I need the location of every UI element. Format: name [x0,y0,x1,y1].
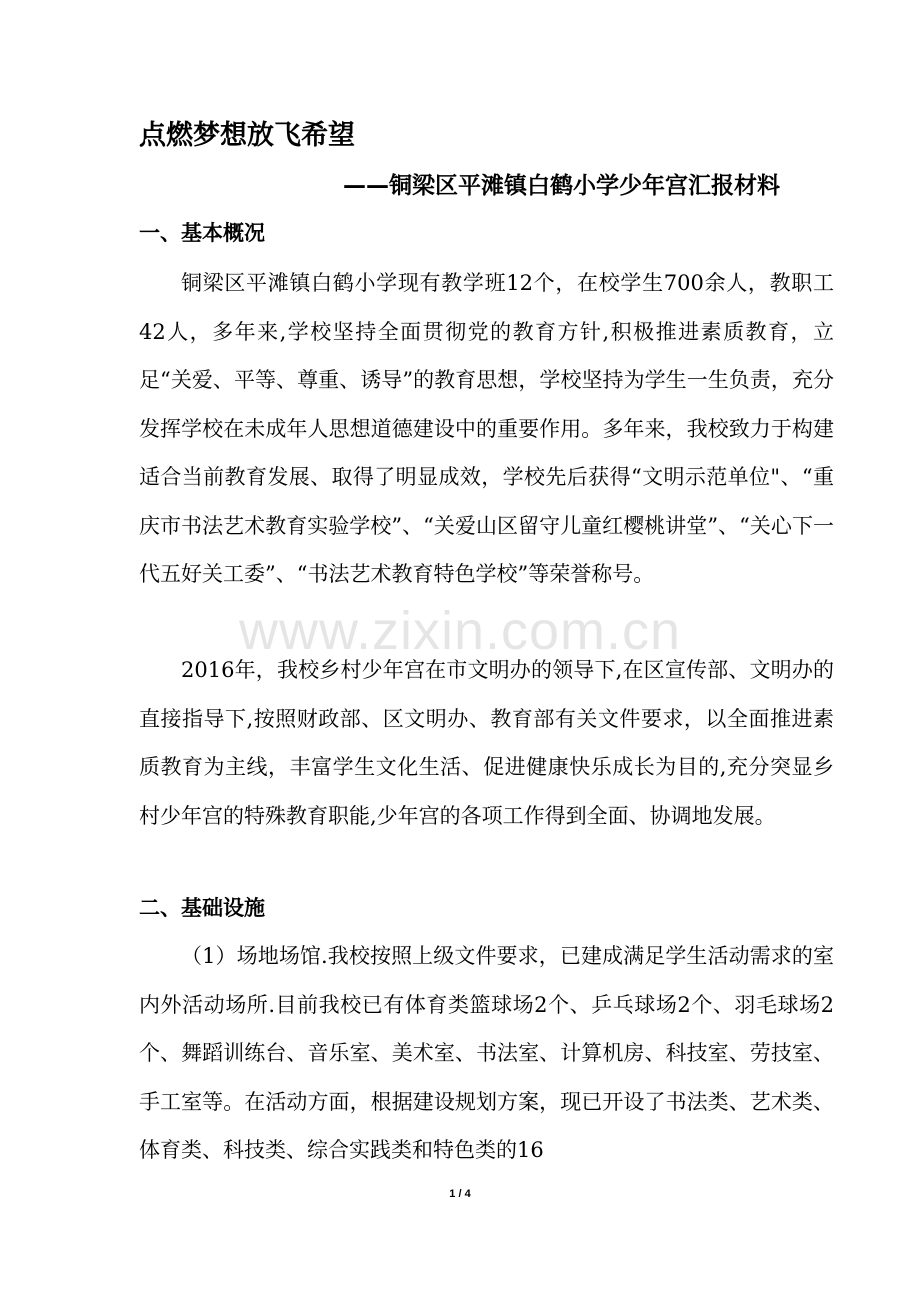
document-title: 点燃梦想放飞希望 [139,120,355,151]
section-heading-overview: 一、基本概况 [139,221,265,245]
paragraph-overview-1: 铜梁区平滩镇白鹤小学现有教学班12个，在校学生700余人，教职工42人，多年来,学校坚持全面贯彻党的教育方针,积极推进素质教育，立足“关爱、平等、尊重、诱导”的教育思想，学校坚持为学生一生负责，充分发挥学校在未成年人思想道德建设中的重要作用。多年来，我校致力于构建适合当前教育发展、取得了明显成效，学校先后获得“文明示范单位"、“重庆市书法艺术教育实验学校”、“关爱山区留守儿童红樱桃讲堂”、“关心下一代五好关工委”、“书法艺术教育特色学校”等荣誉称号。 [139,271,834,586]
document-subtitle: ——铜梁区平滩镇白鹤小学少年宫汇报材料 [343,173,780,199]
paragraph-infrastructure-1: （1）场地场馆.我校按照上级文件要求，已建成满足学生活动需求的室内外活动场所.目前我校已有体育类篮球场2个、乒乓球场2个、羽毛球场2个、舞蹈训练台、音乐室、美术室、书法室、计算机房、科技室、劳技室、手工室等。在活动方面，根据建设规划方案，现已开设了书法类、艺术类、体育类、科技类、综合实践类和特色类的16 [139,944,834,1162]
paragraph-overview-2: 2016年，我校乡村少年宫在市文明办的领导下,在区宣传部、文明办的直接指导下,按照财政部、区文明办、教育部有关文件要求，以全面推进素质教育为主线，丰富学生文化生活、促进健康快乐成长为目的,充分突显乡村少年宫的特殊教育职能,少年宫的各项工作得到全面、协调地发展。 [139,658,834,828]
watermark: www.zixin.com.cn [238,601,682,661]
section-heading-infrastructure: 二、基础设施 [139,896,265,920]
page-number: 1 / 4 [449,1188,471,1200]
